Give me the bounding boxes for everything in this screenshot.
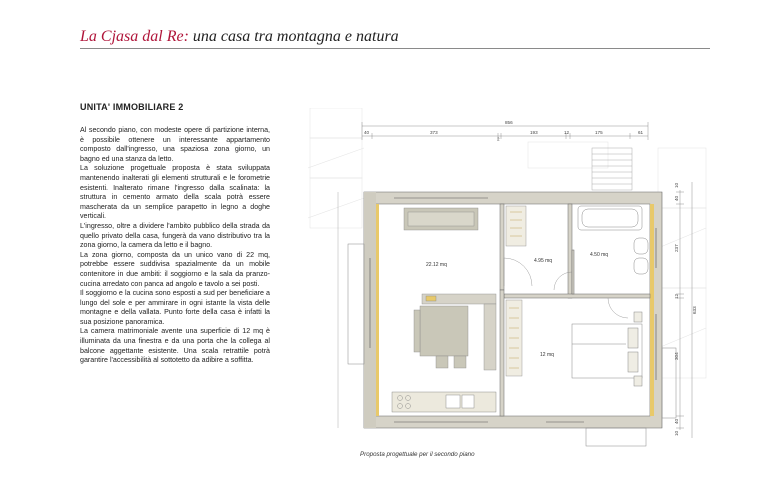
dim-right-7: 10	[674, 430, 679, 436]
left-balcony	[348, 244, 364, 364]
paragraph-entrance: L'ingresso, oltre a dividere l'ambito pubblico della strada da quello privato della casa, fungerà da vano distributivo tra la zona giorno, la camera da letto e il bagno.	[80, 221, 270, 250]
floor-plan	[308, 108, 708, 464]
header	[80, 28, 710, 46]
plan-caption: Proposta progettuale per il secondo piano	[360, 451, 475, 458]
header-divider	[80, 48, 710, 49]
bathroom-fixtures	[578, 206, 648, 274]
dim-right-3: 237	[674, 244, 679, 252]
room-area-bedroom: 12 mq	[540, 352, 554, 358]
paragraph-bedroom: La camera matrimoniale avente una superficie di 12 mq è illuminata da una finestra e da una porta che la collega al balcone aggettante esistente. Una scala retrattile potrà garantire l'accessibilità al sottotetto da adibire a soffitta.	[80, 327, 270, 365]
wardrobe-units	[506, 206, 526, 376]
paragraph-intro: Al secondo piano, con modeste opere di partizione interna, è possibile ottenere un interessante appartamento composto dall'ingresso, una spaziosa zona giorno, un bagno ed una stanza da letto.	[80, 126, 270, 163]
dim-right-1: 10	[674, 182, 679, 188]
body-text	[80, 126, 270, 366]
dim-top-7: 61	[638, 130, 644, 135]
door-swings	[504, 258, 628, 318]
dim-top-4: 193	[530, 130, 538, 135]
dining-area	[414, 294, 496, 370]
paragraph-exposure: Il soggiorno e la cucina sono esposti a sud per beneficiare a lungo del sole e per ammirare in ogni istante la vista delle montagne e della vallata. Punto forte della casa è infatti la sua posizione panoramica.	[80, 289, 270, 326]
room-area-entrance: 4.95 mq	[534, 258, 553, 264]
page-header-title	[80, 28, 710, 46]
sofa	[404, 208, 478, 230]
kitchen-counter	[392, 392, 496, 412]
dim-total-height: 633	[692, 306, 697, 314]
external-stairs	[592, 148, 632, 190]
dim-top-3: 2	[497, 136, 500, 142]
double-bed	[572, 312, 642, 386]
dim-right-5: 304	[674, 352, 679, 360]
right-dimensions	[676, 182, 692, 438]
room-area-living: 22.12 mq	[426, 262, 447, 268]
dim-top-6: 175	[595, 130, 603, 135]
section-title: UNITA' IMMOBILIARE 2	[80, 102, 184, 112]
dim-total-width: 856	[505, 120, 513, 125]
dim-right-4: 12	[674, 293, 679, 299]
paragraph-structure: La soluzione progettuale proposta è stata sviluppata mantenendo inalterati gli elementi strutturali e le forometrie esistenti. Inalterato rimane l'ingresso dalla scalinata: la struttura in cemento armato della scala potrà essere mascherata da un semplice parapetto in legno a doghe verticali.	[80, 164, 270, 221]
header-brand: La Cjasa dal Re:	[80, 28, 189, 45]
dim-right-2: 40	[674, 195, 679, 201]
header-subtitle: una casa tra montagna e natura	[188, 28, 399, 45]
dim-top-1: 40	[364, 130, 370, 135]
dim-right-6: 40	[674, 418, 679, 424]
room-area-bath: 4.50 mq	[590, 252, 609, 258]
dim-top-2: 373	[430, 130, 438, 135]
bottom-balcony	[586, 428, 646, 446]
paragraph-living: La zona giorno, composta da un unico vano di 22 mq, potrebbe essere suddivisa spazialmente da un mobile contenitore in due ambiti: il soggiorno e la sala da pranzo-cucina arredato con panca ad angolo e tavolo a sei posti.	[80, 250, 270, 288]
floor-plan-drawing	[308, 108, 708, 464]
dim-top-5: 12	[564, 130, 570, 135]
